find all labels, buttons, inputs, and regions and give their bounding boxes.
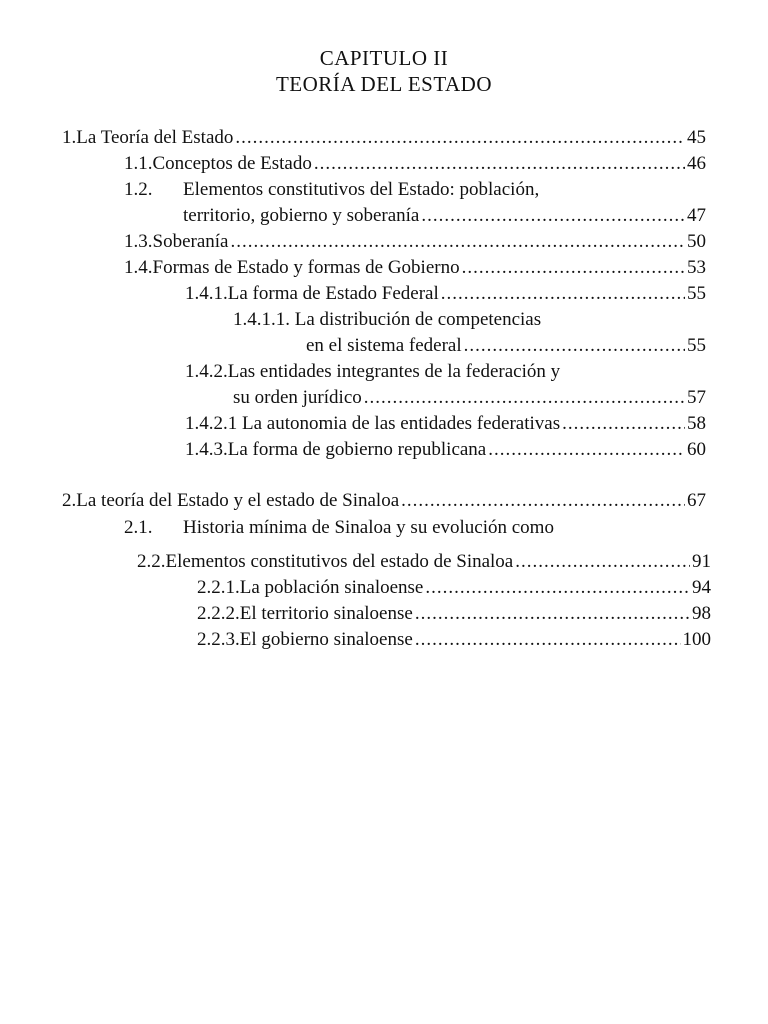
leader-dots [415, 602, 690, 626]
leader-dots [562, 412, 685, 436]
leader-dots [421, 204, 685, 228]
leader-dots [415, 628, 681, 652]
toc-entry-1-4-2-first-line: 1.4.2.Las entidades integrantes de la federación y [185, 361, 561, 382]
toc-text: en el sistema federal [306, 335, 462, 356]
toc-entry-1-4-1-1-first-line: 1.4.1.1. La distribución de competencias [233, 309, 542, 330]
toc-text: 1.4.3.La forma de gobierno republicana [185, 439, 487, 460]
leader-dots [230, 230, 685, 254]
toc-entry-1-4-1 [185, 282, 706, 306]
toc-page: 58 [687, 413, 706, 434]
leader-dots [464, 334, 685, 358]
toc-number: 2.2. [137, 551, 166, 572]
toc-page: 57 [687, 387, 706, 408]
toc-page: 98 [692, 603, 711, 624]
toc-text: Formas de Estado y formas de Gobierno [152, 257, 460, 278]
toc-page: 100 [682, 629, 711, 650]
leader-dots [314, 152, 685, 176]
toc-page: 60 [687, 439, 706, 460]
toc-text: La teoría del Estado y el estado de Sinaloa [76, 490, 400, 511]
toc-text: 2.2.3.El gobierno sinaloense [197, 629, 413, 650]
toc-page: 47 [687, 205, 706, 226]
toc-text: su orden jurídico [233, 387, 362, 408]
toc-text: Elementos constitutivos del estado de Sinaloa [165, 551, 514, 572]
leader-dots [401, 489, 685, 513]
toc-entry-1-4-2-1 [185, 412, 706, 436]
toc-entry-1-2-first-line [124, 178, 539, 202]
toc-text: Elementos constitutivos del Estado: población, [183, 179, 540, 200]
toc-page: 67 [687, 490, 706, 511]
toc-entry-2-2 [137, 550, 711, 574]
toc-page: 50 [687, 231, 706, 252]
toc-number: 1.3. [124, 231, 153, 252]
toc-page: 94 [692, 577, 711, 598]
toc-number: 1. [62, 127, 77, 148]
toc-text: Historia mínima de Sinaloa y su evolución como [183, 517, 554, 538]
leader-dots [364, 386, 685, 410]
chapter-number: CAPITULO II [319, 46, 449, 70]
toc-entry-2-2-2 [197, 602, 711, 626]
toc-number: 1.4. [124, 257, 153, 278]
toc-entry-1 [62, 126, 706, 150]
toc-entry-1-3 [124, 230, 706, 254]
leader-dots [425, 576, 690, 600]
toc-number: 1.2. [124, 179, 153, 200]
toc-page: 46 [687, 153, 706, 174]
toc-entry-1-2 [183, 204, 706, 228]
toc-text: territorio, gobierno y soberanía [183, 205, 420, 226]
toc-text: 2.2.1.La población sinaloense [197, 577, 424, 598]
toc-page: 91 [692, 551, 711, 572]
toc-entry-2-2-1 [197, 576, 711, 600]
toc-entry-1-4-3 [185, 438, 706, 462]
toc-entry-1-1 [124, 152, 706, 176]
toc-number: 2. [62, 490, 77, 511]
toc-entry-2 [62, 489, 706, 513]
toc-page: 55 [687, 283, 706, 304]
leader-dots [235, 126, 685, 150]
toc-entry-1-4-1-1 [306, 334, 706, 358]
leader-dots [488, 438, 685, 462]
toc-text: 1.4.1.La forma de Estado Federal [185, 283, 439, 304]
toc-entry-1-4 [124, 256, 706, 280]
toc-text: 2.2.2.El territorio sinaloense [197, 603, 413, 624]
toc-entry-2-2-3 [197, 628, 711, 652]
toc-page: 55 [687, 335, 706, 356]
leader-dots [462, 256, 685, 280]
toc-entry-1-4-2 [233, 386, 706, 410]
toc-entry-2-1 [124, 516, 554, 540]
toc-page: 45 [687, 127, 706, 148]
toc-page: 53 [687, 257, 706, 278]
toc-number: 1.1. [124, 153, 153, 174]
toc-text: 1.4.2.1 La autonomia de las entidades federativas [185, 413, 561, 434]
leader-dots [515, 550, 690, 574]
leader-dots [441, 282, 685, 306]
chapter-title: TEORÍA DEL ESTADO [275, 72, 493, 96]
toc-number: 2.1. [124, 517, 153, 538]
toc-text: La Teoría del Estado [76, 127, 234, 148]
toc-text: Conceptos de Estado [152, 153, 312, 174]
toc-text: Soberanía [152, 231, 229, 252]
